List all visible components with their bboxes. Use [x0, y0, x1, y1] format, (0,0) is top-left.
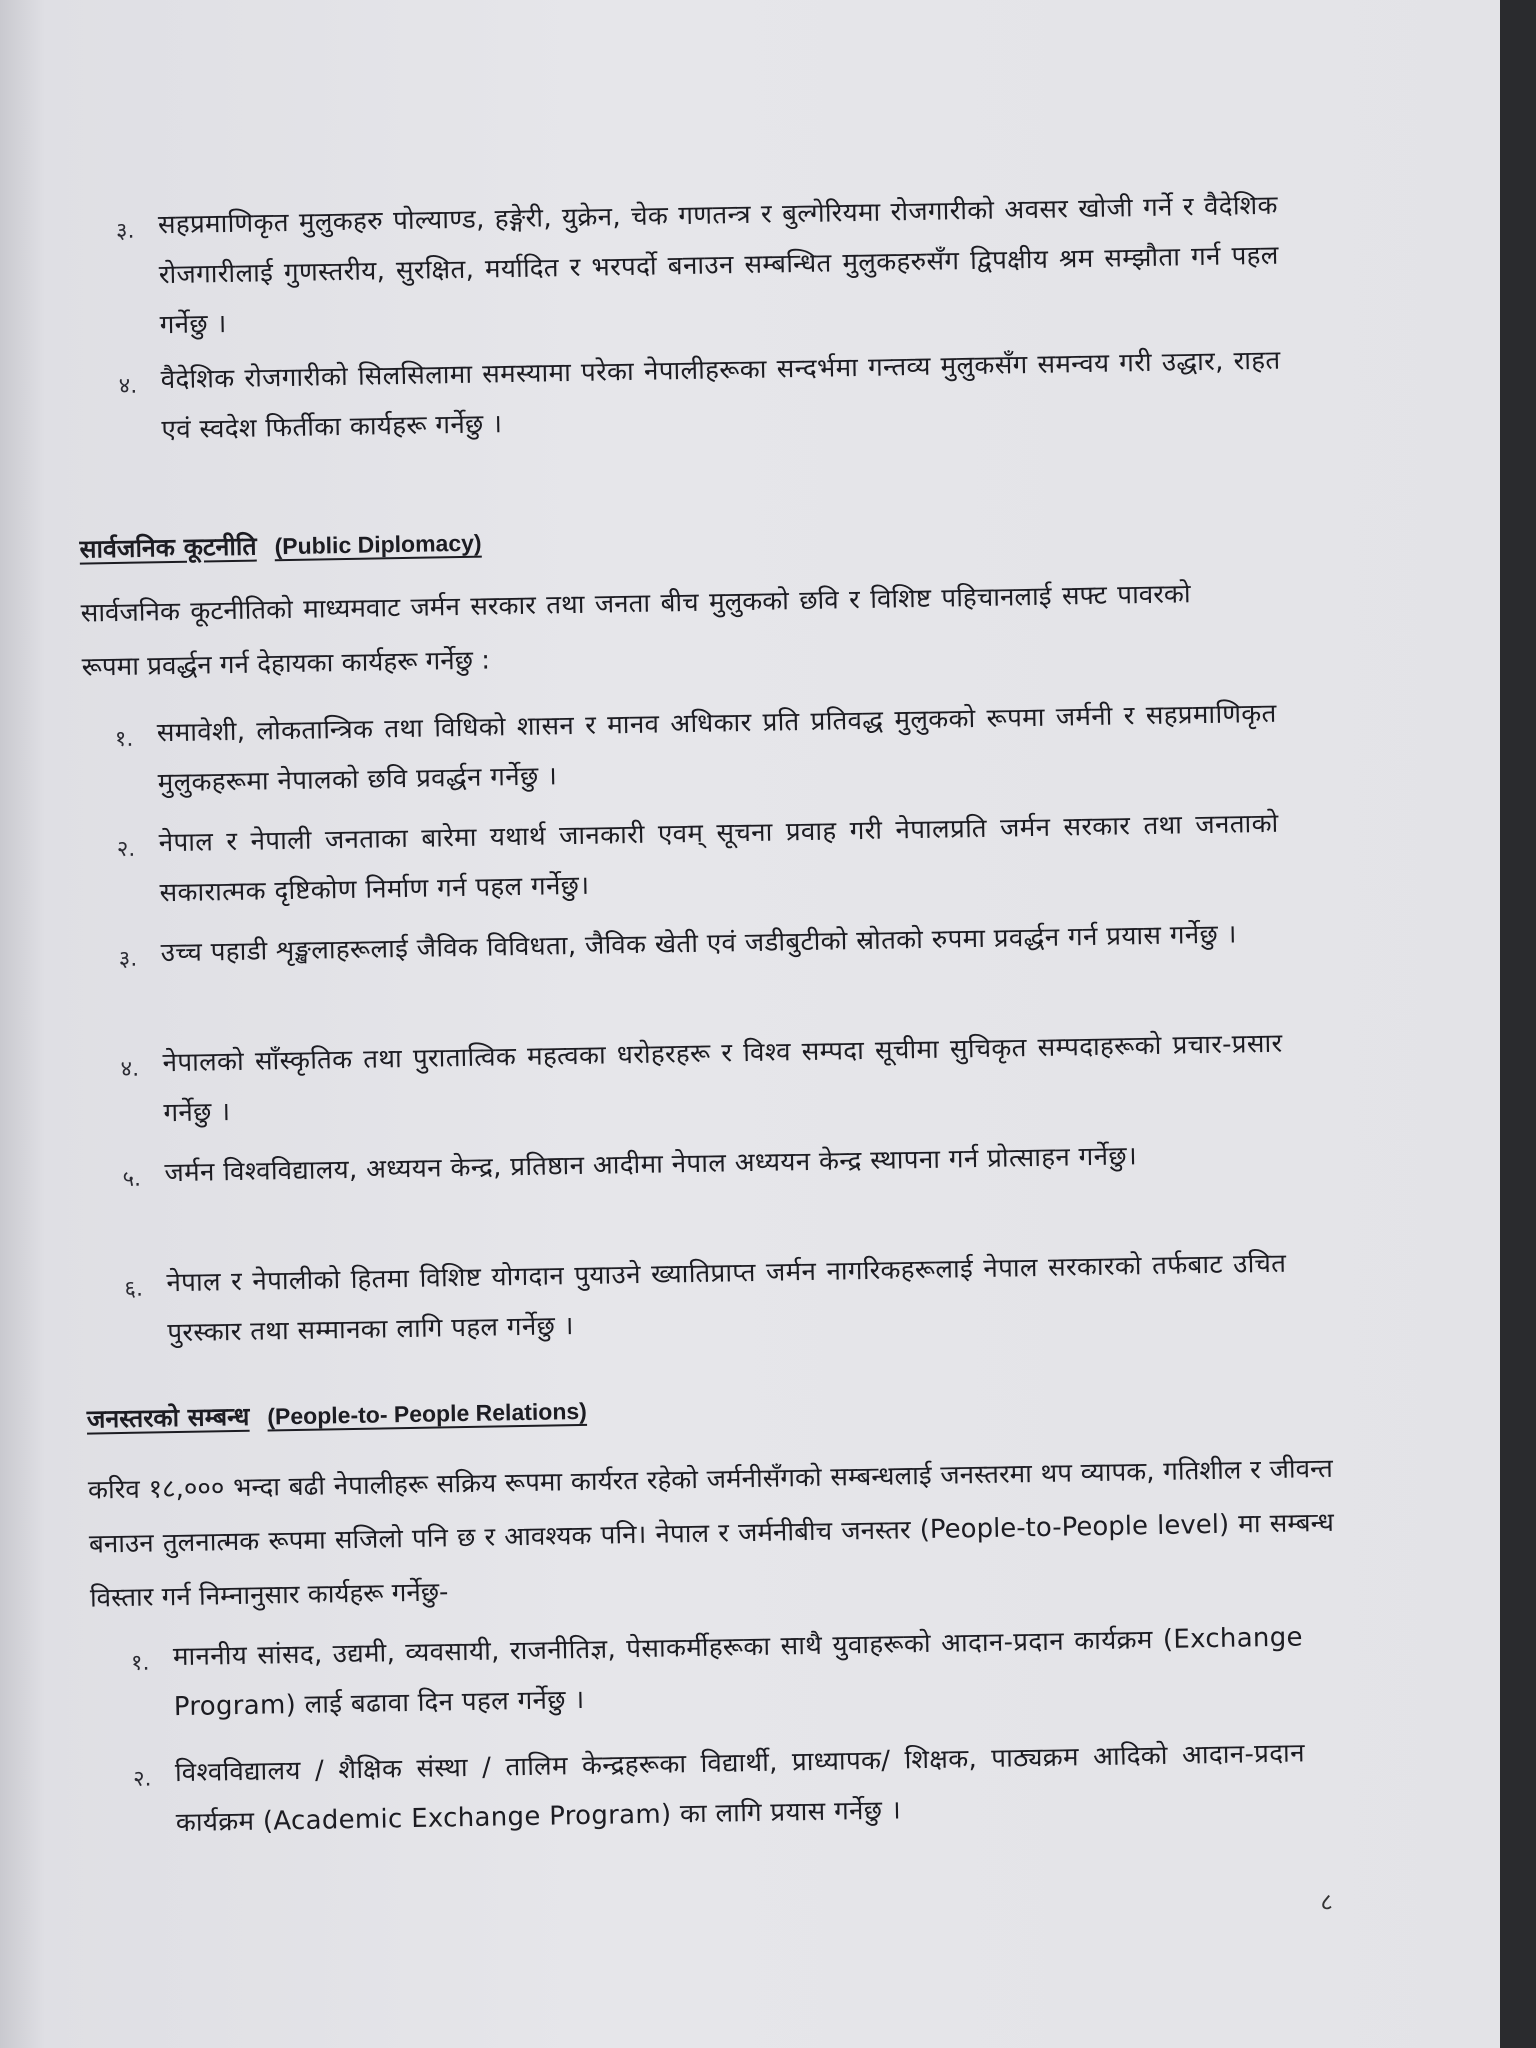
list-item-number: ३.	[118, 946, 138, 973]
heading-english: (Public Diplomacy)	[274, 529, 482, 560]
list-item-text: नेपाल र नेपाली जनताका बारेमा यथार्थ जानकारी एवम् सूचना प्रवाह गरी नेपालप्रति जर्मन सरकार तथा जनताको सकारात्मक दृष्टिकोण निर्माण गर्न पहल गर्नेछु।	[158, 808, 1279, 909]
section-intro: सार्वजनिक कूटनीतिको माध्यमवाट जर्मन सरकार तथा जनता बीच मुलुकको छवि र विशिष्ट पहिचानलाई सफ्ट पावरको रूपमा प्रवर्द्धन गर्न देहायका कार्यहरू गर्नेछु :	[80, 579, 1191, 683]
list-item-text: विश्वविद्यालय / शैक्षिक संस्था / तालिम केन्द्रहरूका विद्यार्थी, प्राध्यापक/ शिक्षक, पाठ्यक्रम आदिको आदान-प्रदान कार्यक्रम (Academic Exchange Program) का लागि प्रयास गर्नेछु ।	[174, 1738, 1306, 1839]
list-item-text: जर्मन विश्वविद्यालय, अध्ययन केन्द्र, प्रतिष्ठान आदीमा नेपाल अध्ययन केन्द्र स्थापना गर्न प्रोत्साहन गर्नेछु।	[164, 1141, 1138, 1189]
list-item-number: २.	[116, 836, 136, 863]
list-item-number: १.	[114, 726, 134, 753]
list-item-text: वैदेशिक रोजगारीको सिलसिलामा समस्यामा परेका नेपालीहरूका सन्दर्भमा गन्तव्य मुलुकसँग समन्वय गरी उद्धार, राहत एवं स्वदेश फिर्तीका कार्यहरू गर्नेछु ।	[160, 345, 1281, 446]
heading-nepali: जनस्तरको सम्बन्ध	[86, 1401, 250, 1434]
list-item-text: उच्च पहाडी शृङ्खलाहरूलाई जैविक विविधता, जैविक खेती एवं जडीबुटीको स्रोतको रुपमा प्रवर्द्धन गर्न प्रयास गर्नेछु ।	[160, 919, 1238, 969]
list-item-text: नेपालको साँस्कृतिक तथा पुरातात्विक महत्वका धरोहरहरू र विश्व सम्पदा सूचीमा सुचिकृत सम्पदाहरूको प्रचार-प्रसार गर्नेछु ।	[162, 1028, 1283, 1129]
list-item-number: ५.	[122, 1166, 142, 1192]
list-item-number: १.	[130, 1650, 150, 1676]
section-heading-public-diplomacy	[79, 525, 482, 566]
list-item-text: समावेशी, लोकतान्त्रिक तथा विधिको शासन र मानव अधिकार प्रति प्रतिवद्ध मुलुकको रूपमा जर्मनी र सहप्रमाणिकृत मुलुकहरूमा नेपालको छवि प्रवर्द्धन गर्नेछु ।	[156, 698, 1277, 799]
page-number: ८	[1320, 1887, 1334, 1917]
list-item-number: ४.	[118, 373, 138, 399]
list-item-number: ४.	[120, 1056, 140, 1082]
list-item-text: सहप्रमाणिकृत मुलुकहरु पोल्याण्ड, हङ्गेरी, युक्रेन, चेक गणतन्त्र र बुल्गेरियमा रोजगारीको अवसर खोजी गर्ने र वैदेशिक रोजगारीलाई गुणस्तरीय, सुरक्षित, मर्यादित र भरपर्दो बनाउन सम्बन्धित मुलुकहरुसँग द्विपक्षीय श्रम सम्झौता गर्न पहल गर्नेछु ।	[157, 190, 1279, 341]
list-item-text: माननीय सांसद, उद्यमी, व्यवसायी, राजनीतिज्ञ, पेसाकर्मीहरूका साथै युवाहरूको आदान-प्रदान कार्यक्रम (Exchange Program) लाई बढावा दिन पहल गर्नेछु ।	[172, 1622, 1304, 1723]
section-intro: करिव १८,००० भन्दा बढी नेपालीहरू सक्रिय रूपमा कार्यरत रहेको जर्मनीसँगको सम्बन्धलाई जनस्तरमा थप व्यापक, गतिशील र जीवन्त बनाउन तुलनात्मक रूपमा सजिलो पनि छ र आवश्यक पनि। नेपाल र जर्मनीबीच जनस्तर (People-to-People level) मा सम्बन्ध विस्तार गर्न निम्नानुसार कार्यहरू गर्नेछु-	[87, 1453, 1335, 1614]
heading-nepali: सार्वजनिक कूटनीति	[79, 531, 257, 564]
list-item-text: नेपाल र नेपालीको हितमा विशिष्ट योगदान पुयाउने ख्यातिप्राप्त जर्मन नागरिकहरूलाई नेपाल सरकारको तर्फबाट उचित पुरस्कार तथा सम्मानका लागि पहल गर्नेछु ।	[166, 1248, 1287, 1349]
list-item-number: ६.	[124, 1276, 144, 1302]
list-item-number: ३.	[115, 218, 135, 244]
section-heading-people-relations	[86, 1393, 587, 1436]
heading-english: (People-to- People Relations)	[267, 1397, 588, 1430]
list-item-number: २.	[132, 1766, 152, 1792]
